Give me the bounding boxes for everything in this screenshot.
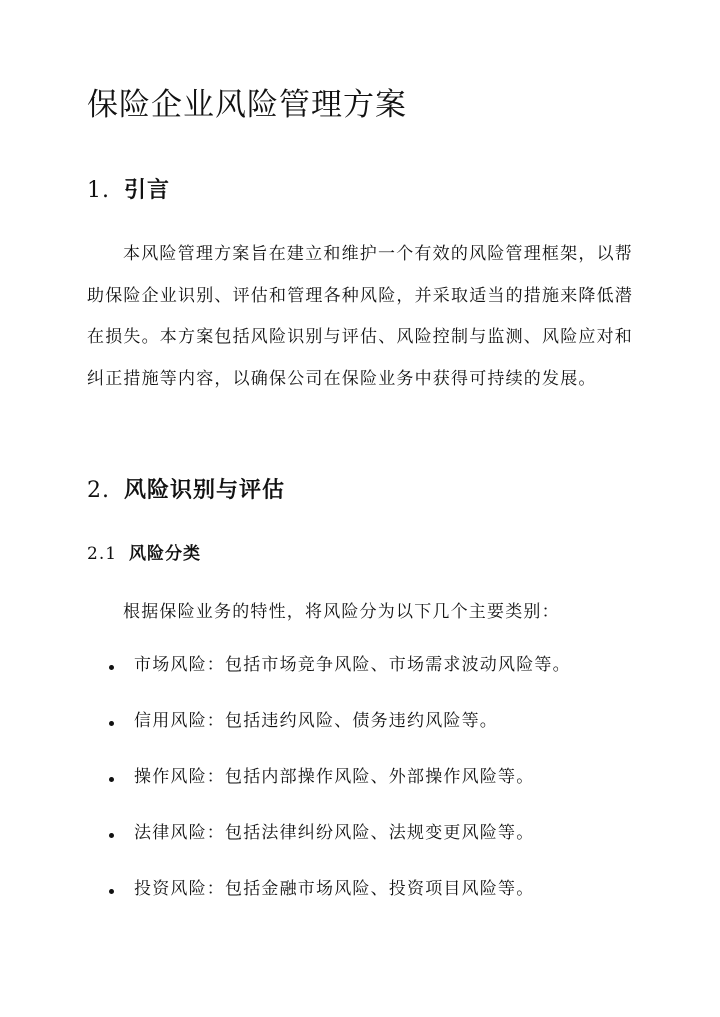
section-title: 风险识别与评估 [124, 477, 286, 503]
list-item [100, 876, 571, 932]
document-title: 保险企业风险管理方案 [87, 87, 407, 123]
subsection-heading-risk-classification [87, 541, 201, 567]
list-item [100, 820, 571, 876]
section-heading-introduction [87, 174, 170, 207]
risk-category-list [100, 652, 571, 932]
list-item [100, 708, 571, 764]
list-item-text: 投资风险：包括金融市场风险、投资项目风险等。 [134, 879, 535, 899]
bullet-icon [109, 833, 114, 838]
list-item [100, 652, 571, 708]
subsection-number: 2.1 [87, 544, 118, 564]
list-item-text: 操作风险：包括内部操作风险、外部操作风险等。 [134, 767, 535, 787]
list-item-text: 法律风险：包括法律纠纷风险、法规变更风险等。 [134, 823, 535, 843]
bullet-icon [109, 665, 114, 670]
section-number: 1. [87, 178, 110, 203]
introduction-paragraph: 本风险管理方案旨在建立和维护一个有效的风险管理框架，以帮助保险企业识别、评估和管理各种风险，并采取适当的措施来降低潜在损失。本方案包括风险识别与评估、风险控制与监测、风险应对和纠正措施等内容，以确保公司在保险业务中获得可持续的发展。 [87, 244, 633, 389]
subsection-title: 风险分类 [129, 544, 202, 564]
list-item [100, 764, 571, 820]
list-item-text: 市场风险：包括市场竞争风险、市场需求波动风险等。 [134, 655, 571, 675]
section-title: 引言 [124, 177, 171, 203]
list-item-text: 信用风险：包括违约风险、债务违约风险等。 [134, 711, 498, 731]
section-heading-risk-identification [87, 474, 285, 507]
bullet-icon [109, 721, 114, 726]
bullet-icon [109, 889, 114, 894]
section-number: 2. [87, 478, 110, 503]
bullet-icon [109, 777, 114, 782]
risk-classification-lead: 根据保险业务的特性，将风险分为以下几个主要类别： [123, 602, 560, 622]
